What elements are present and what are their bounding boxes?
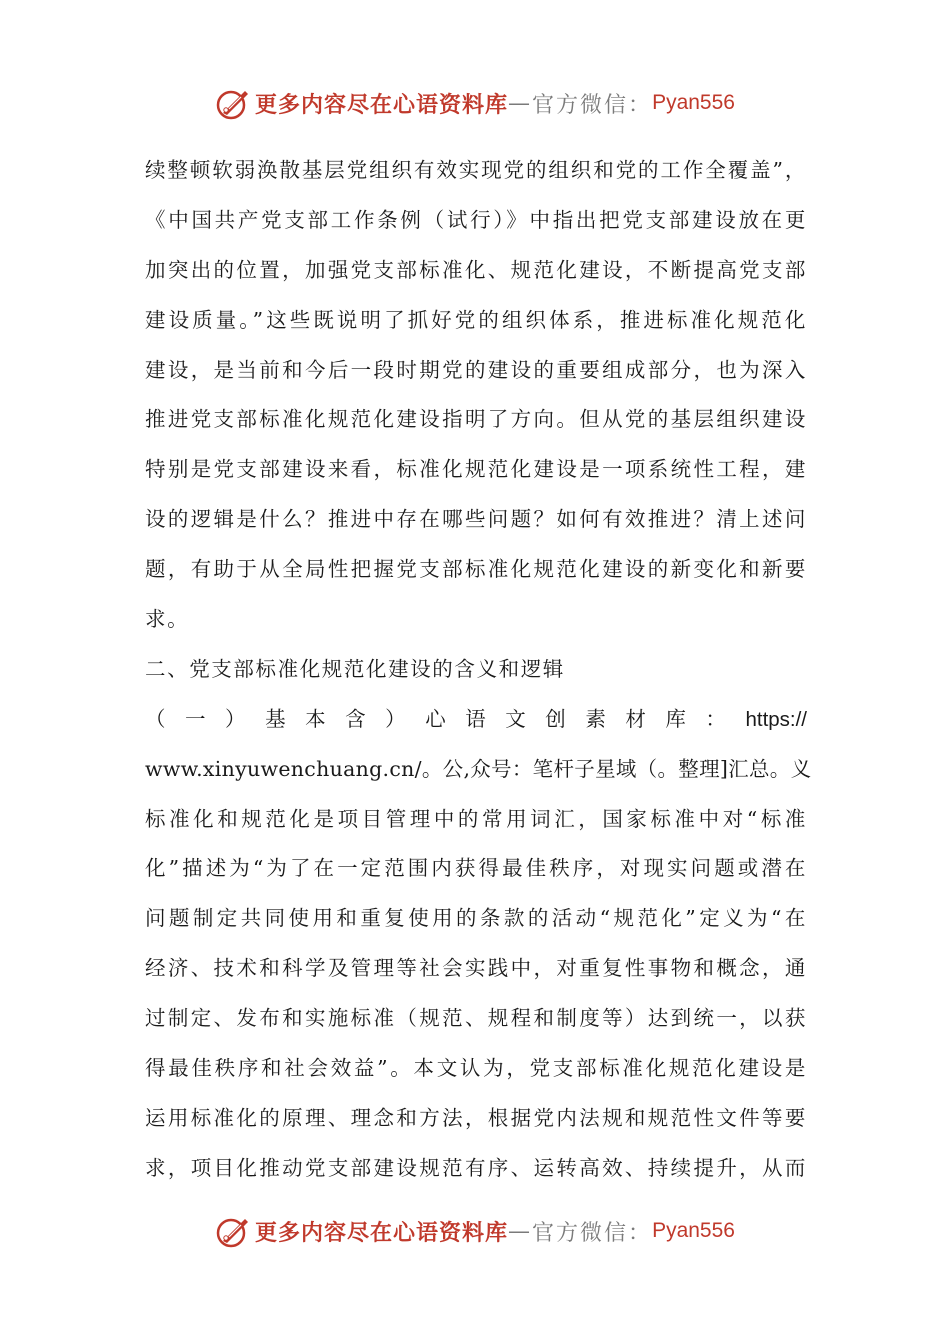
text-line: 经济、技术和科学及管理等社会实践中，对重复性事物和概念，通 [145, 956, 807, 981]
text-line: 建设，是当前和今后一段时期党的建设的重要组成部分，也为深入 [145, 357, 807, 382]
text-line: 加突出的位置，加强党支部标准化、规范化建设，不断提高党支部 [145, 257, 807, 282]
text-line: 建设质量。”这些既说明了抓好党的组织体系，推进标准化规范化 [145, 307, 807, 332]
text-line: 特别是党支部建设来看，标准化规范化建设是一项系统性工程，建 [145, 457, 807, 482]
banner-brand-text: 更多内容尽在心语资料库 [255, 91, 509, 118]
text-line: 标准化和规范化是项目管理中的常用词汇，国家标准中对“标准 [145, 806, 807, 831]
text-line-url: www.xinyuwenchuang.cn/。公,众号：笔杆子星域（。整理]汇总。义 [145, 756, 812, 781]
text-line: 推进党支部标准化规范化建设指明了方向。但从党的基层组织建设 [145, 407, 807, 432]
text-line: 求。 [145, 607, 190, 632]
header-banner [0, 83, 950, 123]
quill-logo-icon [215, 1213, 251, 1249]
banner-official-text: 官方微信： [532, 92, 653, 118]
banner-official-text: 官方微信： [532, 1220, 653, 1246]
text-line: 运用标准化的原理、理念和方法，根据党内法规和规范性文件等要 [145, 1105, 807, 1130]
subheading-cn: （一）基本含）心语文创素材库： [145, 706, 746, 731]
text-line: 得最佳秩序和社会效益”。本文认为，党支部标准化规范化建设是 [145, 1056, 807, 1081]
text-line: 设的逻辑是什么？推进中存在哪些问题？如何有效推进？清上述问 [145, 507, 807, 532]
text-line: 求，项目化推动党支部建设规范有序、运转高效、持续提升，从而 [145, 1155, 807, 1180]
banner-separator: — [508, 90, 533, 116]
subheading-line [145, 695, 807, 745]
banner-separator: — [508, 1218, 533, 1244]
text-line: 问题制定共同使用和重复使用的条款的活动“规范化”定义为“在 [145, 906, 807, 931]
document-body [145, 146, 812, 1194]
section-heading: 二、党支部标准化规范化建设的含义和逻辑 [145, 656, 565, 681]
subheading-url: https:// [745, 707, 807, 731]
text-line: 过制定、发布和实施标准（规范、规程和制度等）达到统一，以获 [145, 1006, 807, 1031]
text-line: 续整顿软弱涣散基层党组织有效实现党的组织和党的工作全覆盖”， [145, 158, 807, 182]
text-line: 化”描述为“为了在一定范围内获得最佳秩序，对现实问题或潜在 [145, 856, 807, 881]
banner-wechat-id: Pyan556 [652, 1219, 735, 1242]
footer-banner [0, 1211, 950, 1251]
quill-logo-icon [215, 85, 251, 121]
text-line: 《中国共产党支部工作条例（试行）》中指出把党支部建设放在更 [145, 207, 807, 232]
banner-wechat-id: Pyan556 [652, 91, 735, 114]
text-line: 题，有助于从全局性把握党支部标准化规范化建设的新变化和新要 [145, 557, 807, 582]
banner-brand-text: 更多内容尽在心语资料库 [255, 1219, 509, 1246]
